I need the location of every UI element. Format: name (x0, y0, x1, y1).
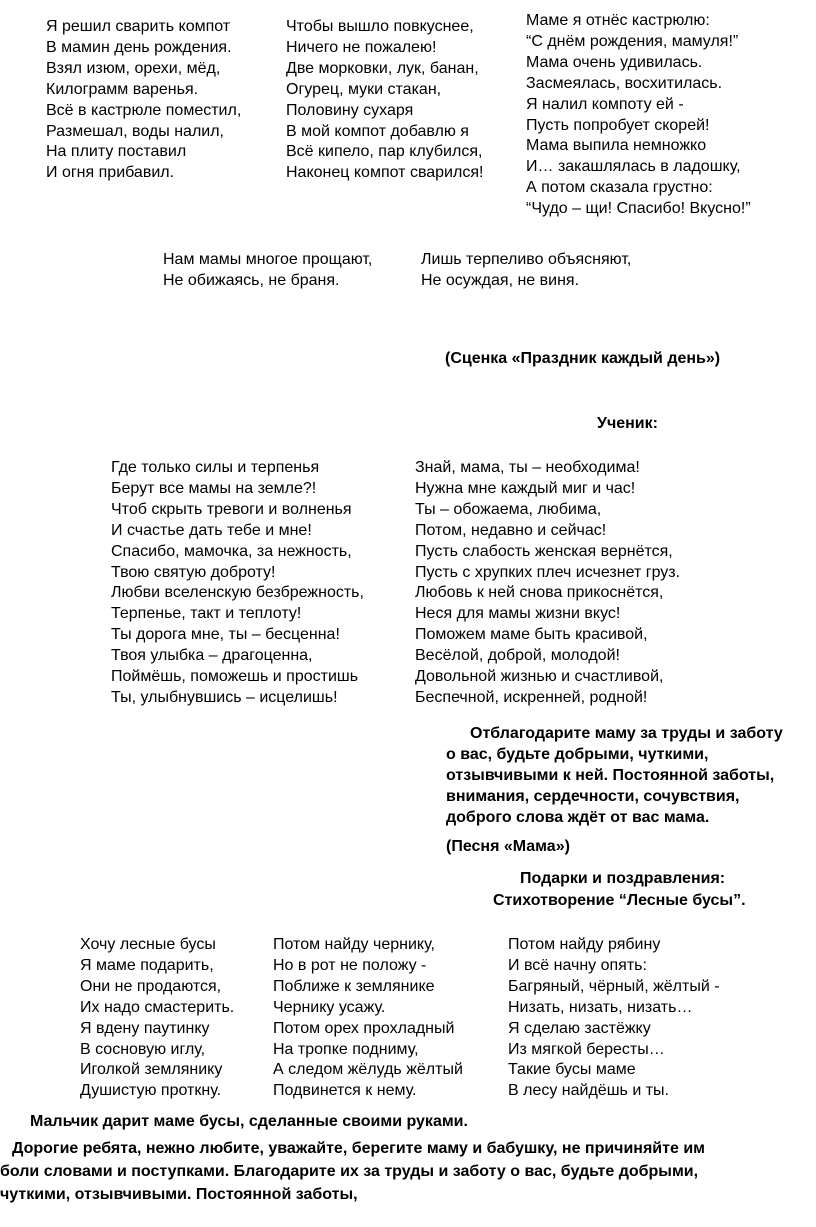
poem-line: Душистую проткну. (80, 1082, 222, 1100)
poem-line: Огурец, муки стакан, (286, 80, 442, 98)
poem-line: Ничего не пожалею! (286, 38, 437, 56)
closing-line-1: Мальчик дарит маме бусы, сделанные своими руками. (30, 1113, 468, 1130)
poem-line: Килограмм варенья. (46, 80, 199, 98)
stanza2-right (421, 250, 631, 292)
gifts-label: Подарки и поздравления: (520, 870, 726, 887)
poem-line: Я вдену паутинку (80, 1019, 210, 1037)
beads-poem-column-3 (508, 935, 720, 1102)
student-label: Ученик: (597, 415, 658, 432)
poem-line: “Чудо – щи! Спасибо! Вкусно!” (526, 200, 751, 218)
closing-line-2: Дорогие ребята, нежно любите, уважайте, берегите маму и бабушку, не причиняйте им (12, 1140, 705, 1157)
poem-line: Ты, улыбнувшись – исцелишь! (111, 688, 338, 706)
poem-line: Багряный, чёрный, жёлтый - (508, 977, 720, 995)
poem-line: И всё начну опять: (508, 956, 647, 974)
poem-line: Нужна мне каждый миг и час! (415, 479, 636, 497)
poem-line: Берут все мамы на земле?! (111, 479, 317, 497)
poem-line: Наконец компот сварился! (286, 164, 484, 182)
poem-line: Но в рот не положу - (273, 956, 427, 974)
poem-line: Чернику усажу. (273, 998, 386, 1016)
paragraph-line: о вас, будьте добрыми, чуткими, (446, 745, 709, 763)
poem-line: Любви вселенскую безбрежность, (111, 584, 364, 602)
poem-line: В сосновую иглу, (80, 1040, 206, 1058)
poem-line: Иголкой землянику (80, 1061, 223, 1079)
poem-line: Поближе к землянике (273, 977, 435, 995)
stanza2-left (163, 250, 372, 292)
poem-line: Засмеялась, восхитилась. (526, 74, 723, 92)
poem-line: В мой компот добавлю я (286, 122, 469, 140)
poem-line: В мамин день рождения. (46, 38, 232, 56)
poem-line: Любовь к ней снова прикоснётся, (415, 584, 664, 602)
poem-line: Спасибо, мамочка, за нежность, (111, 542, 352, 560)
poem-line: Низать, низать, низать… (508, 998, 693, 1016)
poem-line: Размешал, воды налил, (46, 122, 224, 140)
poem-line: Я сделаю застёжку (508, 1019, 651, 1037)
poem-line: Я маме подарить, (80, 956, 214, 974)
poem-line: Такие бусы маме (508, 1061, 636, 1079)
poem-line: Хочу лесные бусы (80, 936, 216, 953)
poem-line: Где только силы и терпенья (111, 459, 320, 476)
poem-line: Терпенье, такт и теплоту! (111, 605, 302, 623)
scene-title: (Сценка «Праздник каждый день») (445, 350, 721, 367)
poem-line: “С днём рождения, мамуля!” (526, 32, 739, 50)
poem-line: Твоя улыбка – драгоценна, (111, 647, 313, 665)
beads-poem-column-1 (80, 935, 234, 1102)
poem-title: Стихотворение “Лесные бусы”. (493, 892, 746, 909)
poem-line: А потом сказала грустно: (526, 179, 713, 197)
paragraph-line: внимания, сердечности, сочувствия, (446, 787, 740, 805)
poem1-column-2 (286, 17, 483, 184)
song-label: (Песня «Мама») (446, 838, 570, 855)
poem-line: Подвинется к нему. (273, 1082, 417, 1100)
paragraph-line: отзывчивыми к ней. Постоянной заботы, (446, 766, 775, 784)
poem-line: Чтобы вышло повкуснее, (286, 18, 474, 35)
poem-line: Мама выпила немножко (526, 137, 707, 155)
poem-line: Взял изюм, орехи, мёд, (46, 59, 221, 77)
poem-line: Две морковки, лук, банан, (286, 59, 479, 77)
poem-line: Пусть с хрупких плеч исчезнет груз. (415, 563, 681, 581)
poem-line: Я налил компоту ей - (526, 95, 684, 113)
poem-line: Ты – обожаема, любима, (415, 500, 602, 518)
poem-line: Твою святую доброту! (111, 563, 276, 581)
poem-line: И огня прибавил. (46, 164, 175, 182)
poem-line: Чтоб скрыть тревоги и волненья (111, 500, 352, 518)
poem-line: Поймёшь, поможешь и простишь (111, 668, 359, 686)
poem-line: Лишь терпеливо объясняют, (421, 251, 632, 268)
poem-line: Не обижаясь, не браня. (163, 271, 340, 289)
student-poem-right (415, 458, 680, 709)
student-poem-left (111, 458, 364, 709)
poem-line: Половину сухаря (286, 101, 414, 119)
beads-poem-column-2 (273, 935, 463, 1102)
poem-line: Они не продаются, (80, 977, 222, 995)
poem-line: Беспечной, искренней, родной! (415, 688, 648, 706)
poem-line: Знай, мама, ты – необходима! (415, 459, 640, 476)
poem1-column-1 (46, 17, 241, 184)
closing-line-4: чуткими, отзывчивыми. Постоянной заботы, (0, 1186, 358, 1203)
poem-line: На тропке подниму, (273, 1040, 419, 1058)
poem-line: Весёлой, доброй, молодой! (415, 647, 620, 665)
poem-line: Всё кипело, пар клубился, (286, 143, 483, 161)
paragraph-line: доброго слова ждёт от вас мама. (446, 808, 710, 826)
poem-line: Пусть слабость женская вернётся, (415, 542, 673, 560)
poem-line: Мама очень удивилась. (526, 53, 703, 71)
poem-line: Потом, недавно и сейчас! (415, 521, 607, 539)
poem-line: Довольной жизнью и счастливой, (415, 668, 664, 686)
closing-line-3: боли словами и поступками. Благодарите их за труды и заботу о вас, будьте добрыми, (0, 1163, 699, 1180)
poem-line: Нам мамы многое прощают, (163, 251, 373, 268)
poem-line: А следом жёлудь жёлтый (273, 1061, 463, 1079)
poem-line: Неся для мамы жизни вкус! (415, 605, 621, 623)
poem-line: Ты дорога мне, ты – бесценна! (111, 626, 340, 644)
poem-line: Из мягкой бересты… (508, 1040, 665, 1058)
poem-line: Потом найду рябину (508, 936, 661, 953)
poem-line: Я решил сварить компот (46, 18, 231, 35)
poem-line: Поможем маме быть красивой, (415, 626, 648, 644)
poem-line: Пусть попробует скорей! (526, 116, 710, 134)
poem-line: Не осуждая, не виня. (421, 271, 580, 289)
paragraph-line: Отблагодарите маму за труды и заботу (470, 725, 783, 742)
poem-line: Их надо смастерить. (80, 998, 235, 1016)
poem-line: В лесу найдёшь и ты. (508, 1082, 669, 1100)
poem-line: И… закашлялась в ладошку, (526, 158, 741, 176)
gratitude-paragraph (446, 724, 783, 829)
poem-line: Маме я отнёс кастрюлю: (526, 12, 710, 29)
poem-line: Всё в кастрюле поместил, (46, 101, 242, 119)
poem-line: На плиту поставил (46, 143, 187, 161)
poem-line: Потом орех прохладный (273, 1019, 455, 1037)
poem-line: Потом найду чернику, (273, 936, 435, 953)
poem-line: И счастье дать тебе и мне! (111, 521, 312, 539)
poem1-column-3 (526, 11, 751, 220)
